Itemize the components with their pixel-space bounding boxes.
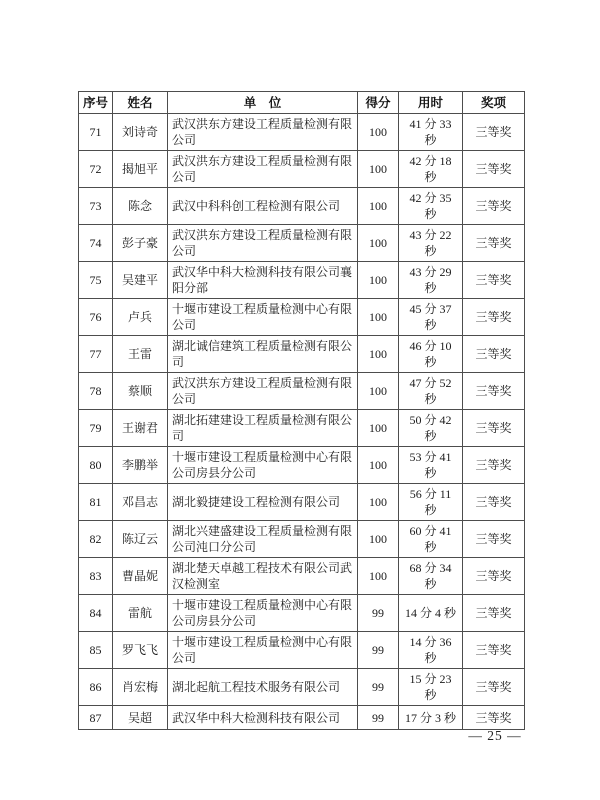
table-row [79, 484, 525, 521]
cell-org: 武汉洪东方建设工程质量检测有限公司 [168, 225, 358, 262]
cell-org: 湖北诚信建筑工程质量检测有限公司 [168, 336, 358, 373]
cell-org: 武汉中科科创工程检测有限公司 [168, 188, 358, 225]
cell-score: 100 [358, 484, 399, 521]
cell-seq: 80 [79, 447, 113, 484]
cell-score: 99 [358, 595, 399, 632]
table-row [79, 632, 525, 669]
cell-name: 吴建平 [113, 262, 168, 299]
table-row [79, 151, 525, 188]
cell-award: 三等奖 [463, 299, 525, 336]
cell-org: 湖北楚天卓越工程技术有限公司武汉检测室 [168, 558, 358, 595]
cell-name: 吴超 [113, 706, 168, 730]
cell-time: 47 分 52 秒 [399, 373, 463, 410]
cell-award: 三等奖 [463, 521, 525, 558]
cell-award: 三等奖 [463, 151, 525, 188]
cell-score: 100 [358, 447, 399, 484]
table-row [79, 188, 525, 225]
cell-name: 陈辽云 [113, 521, 168, 558]
cell-name: 罗飞飞 [113, 632, 168, 669]
results-table [78, 91, 525, 730]
table-row [79, 410, 525, 447]
cell-org: 湖北兴建盛建设工程质量检测有限公司沌口分公司 [168, 521, 358, 558]
cell-score: 99 [358, 706, 399, 730]
cell-name: 曹晶妮 [113, 558, 168, 595]
cell-seq: 84 [79, 595, 113, 632]
cell-time: 15 分 23 秒 [399, 669, 463, 706]
cell-org: 武汉洪东方建设工程质量检测有限公司 [168, 151, 358, 188]
cell-org: 武汉洪东方建设工程质量检测有限公司 [168, 114, 358, 151]
cell-org: 武汉华中科大检测科技有限公司 [168, 706, 358, 730]
cell-name: 彭子豪 [113, 225, 168, 262]
header-row [79, 92, 525, 114]
cell-score: 100 [358, 373, 399, 410]
table-row [79, 114, 525, 151]
cell-name: 王谢君 [113, 410, 168, 447]
cell-org: 武汉洪东方建设工程质量检测有限公司 [168, 373, 358, 410]
table-row [79, 225, 525, 262]
cell-score: 99 [358, 669, 399, 706]
cell-name: 王雷 [113, 336, 168, 373]
cell-seq: 73 [79, 188, 113, 225]
cell-time: 42 分 35 秒 [399, 188, 463, 225]
cell-award: 三等奖 [463, 373, 525, 410]
table-row [79, 558, 525, 595]
cell-time: 45 分 37 秒 [399, 299, 463, 336]
cell-seq: 87 [79, 706, 113, 730]
cell-seq: 86 [79, 669, 113, 706]
cell-award: 三等奖 [463, 225, 525, 262]
cell-award: 三等奖 [463, 669, 525, 706]
cell-name: 李鹏举 [113, 447, 168, 484]
cell-score: 100 [358, 188, 399, 225]
page-number: — 25 — [468, 728, 522, 743]
cell-award: 三等奖 [463, 114, 525, 151]
cell-seq: 77 [79, 336, 113, 373]
cell-seq: 74 [79, 225, 113, 262]
header-score: 得分 [358, 92, 399, 114]
cell-time: 42 分 18 秒 [399, 151, 463, 188]
cell-award: 三等奖 [463, 484, 525, 521]
cell-time: 41 分 33 秒 [399, 114, 463, 151]
cell-seq: 83 [79, 558, 113, 595]
cell-score: 100 [358, 151, 399, 188]
cell-seq: 71 [79, 114, 113, 151]
table-row [79, 336, 525, 373]
cell-time: 43 分 29 秒 [399, 262, 463, 299]
cell-score: 100 [358, 299, 399, 336]
table-row [79, 262, 525, 299]
cell-org: 十堰市建设工程质量检测中心有限公司 [168, 299, 358, 336]
table-row [79, 669, 525, 706]
cell-name: 卢兵 [113, 299, 168, 336]
cell-time: 43 分 22 秒 [399, 225, 463, 262]
header-award: 奖项 [463, 92, 525, 114]
cell-org: 十堰市建设工程质量检测中心有限公司 [168, 632, 358, 669]
cell-time: 14 分 36 秒 [399, 632, 463, 669]
header-time: 用时 [399, 92, 463, 114]
cell-score: 100 [358, 114, 399, 151]
cell-time: 53 分 41 秒 [399, 447, 463, 484]
cell-seq: 85 [79, 632, 113, 669]
cell-award: 三等奖 [463, 706, 525, 730]
cell-time: 68 分 34 秒 [399, 558, 463, 595]
table-row [79, 706, 525, 730]
cell-name: 陈念 [113, 188, 168, 225]
cell-org: 湖北起航工程技术服务有限公司 [168, 669, 358, 706]
cell-time: 56 分 11 秒 [399, 484, 463, 521]
cell-score: 100 [358, 262, 399, 299]
cell-score: 100 [358, 558, 399, 595]
cell-name: 肖宏梅 [113, 669, 168, 706]
table-row [79, 447, 525, 484]
cell-seq: 78 [79, 373, 113, 410]
cell-time: 46 分 10 秒 [399, 336, 463, 373]
cell-org: 武汉华中科大检测科技有限公司襄阳分部 [168, 262, 358, 299]
cell-seq: 72 [79, 151, 113, 188]
cell-time: 17 分 3 秒 [399, 706, 463, 730]
header-seq: 序号 [79, 92, 113, 114]
cell-time: 14 分 4 秒 [399, 595, 463, 632]
cell-name: 邓昌志 [113, 484, 168, 521]
header-name: 姓名 [113, 92, 168, 114]
table-row [79, 595, 525, 632]
results-table-body [79, 114, 525, 730]
cell-seq: 79 [79, 410, 113, 447]
table-row [79, 521, 525, 558]
cell-seq: 76 [79, 299, 113, 336]
cell-award: 三等奖 [463, 336, 525, 373]
cell-seq: 82 [79, 521, 113, 558]
table-row [79, 299, 525, 336]
cell-seq: 75 [79, 262, 113, 299]
cell-score: 100 [358, 336, 399, 373]
cell-award: 三等奖 [463, 632, 525, 669]
header-org: 单 位 [168, 92, 358, 114]
cell-award: 三等奖 [463, 595, 525, 632]
cell-score: 100 [358, 521, 399, 558]
cell-score: 99 [358, 632, 399, 669]
cell-award: 三等奖 [463, 188, 525, 225]
cell-time: 50 分 42 秒 [399, 410, 463, 447]
cell-award: 三等奖 [463, 262, 525, 299]
cell-award: 三等奖 [463, 410, 525, 447]
cell-org: 十堰市建设工程质量检测中心有限公司房县分公司 [168, 595, 358, 632]
cell-org: 湖北拓建建设工程质量检测有限公司 [168, 410, 358, 447]
cell-seq: 81 [79, 484, 113, 521]
cell-name: 刘诗奇 [113, 114, 168, 151]
results-table-header [79, 92, 525, 114]
cell-award: 三等奖 [463, 558, 525, 595]
cell-name: 揭旭平 [113, 151, 168, 188]
table-row [79, 373, 525, 410]
cell-name: 蔡顺 [113, 373, 168, 410]
cell-time: 60 分 41 秒 [399, 521, 463, 558]
cell-org: 十堰市建设工程质量检测中心有限公司房县分公司 [168, 447, 358, 484]
cell-name: 雷航 [113, 595, 168, 632]
cell-award: 三等奖 [463, 447, 525, 484]
cell-score: 100 [358, 410, 399, 447]
cell-score: 100 [358, 225, 399, 262]
cell-org: 湖北毅捷建设工程检测有限公司 [168, 484, 358, 521]
